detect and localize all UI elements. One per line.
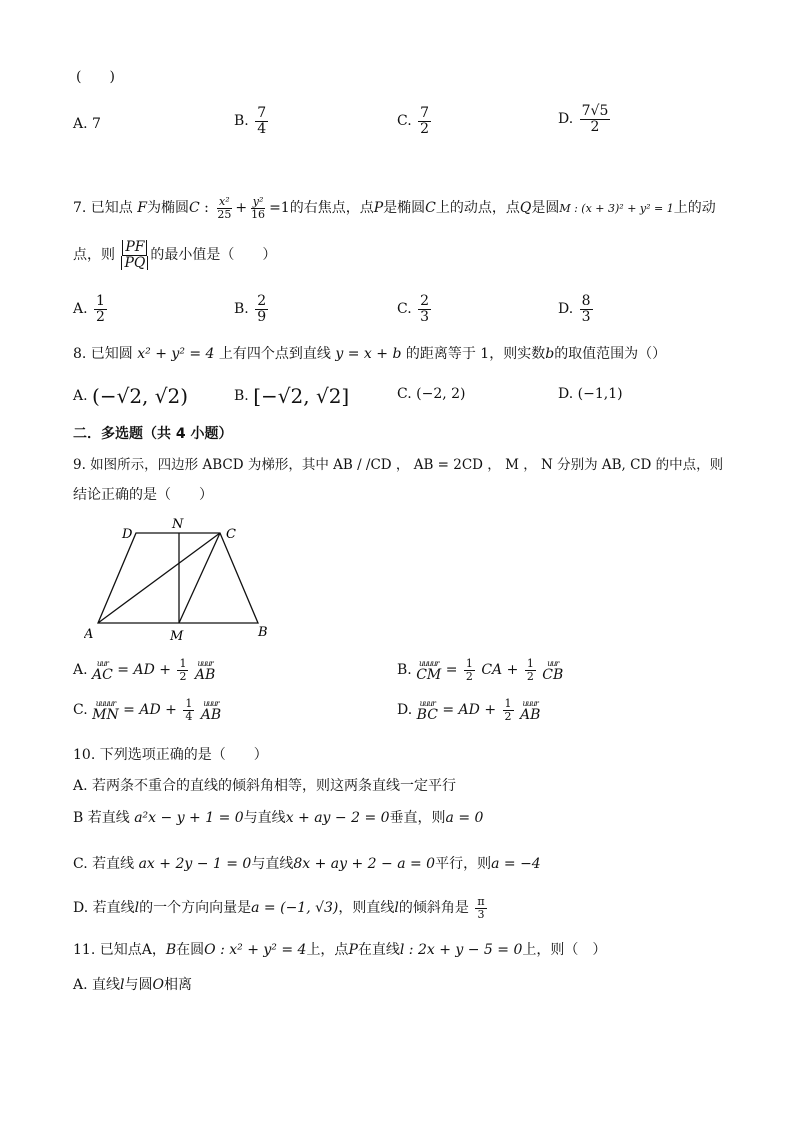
q10-option-a[interactable]: A. 若两条不重合的直线的倾斜角相等，则这两条直线一定平行 — [73, 778, 457, 794]
option-label: C. — [397, 301, 412, 318]
q9-option-b[interactable] — [397, 658, 563, 682]
math-expr: a = (−1, √3) — [251, 900, 339, 917]
segment-mc — [179, 533, 220, 623]
frac-den: 4 — [185, 709, 193, 723]
option-label: D. — [558, 386, 574, 402]
math-var: Q — [519, 200, 532, 217]
text: 是圆 — [531, 200, 560, 217]
text: 的距离等于 1，则实数 — [405, 346, 546, 362]
text: 上有四个点到直线 — [218, 346, 331, 362]
vector-name: MN — [92, 707, 119, 724]
text: 的取值范围为（） — [554, 346, 667, 362]
vector-arrow: uur — [96, 659, 108, 669]
frac-den: 4 — [257, 120, 267, 137]
q9-option-a[interactable] — [73, 658, 215, 682]
q6-option-d[interactable] — [558, 104, 612, 134]
text: A. 直线 — [73, 977, 121, 993]
q9-option-d[interactable] — [397, 698, 540, 722]
option-value: (−2, 2) — [416, 386, 466, 402]
frac-den: 2 — [590, 118, 600, 135]
text: 的右焦点，点 — [289, 200, 374, 217]
q7-option-d[interactable] — [558, 294, 595, 324]
q9-option-c[interactable] — [73, 698, 221, 722]
q8-option-a[interactable] — [73, 384, 188, 408]
math-var: l — [120, 977, 125, 993]
text: =1 — [269, 200, 290, 217]
text: 与直线 — [243, 810, 286, 826]
q10-stem: 10. 下列选项正确的是（ ） — [73, 747, 268, 763]
q7-option-b[interactable] — [234, 294, 270, 324]
math-var: O — [152, 977, 164, 993]
option-value: [−√2, √2] — [253, 384, 350, 408]
label-c: C — [226, 527, 236, 542]
frac-num: 1 — [504, 697, 512, 710]
frac-num: 7 — [257, 105, 267, 121]
frac-num: 1 — [96, 293, 105, 309]
math-expr: CA + — [481, 662, 519, 679]
text: 11. 已知点 — [73, 942, 142, 958]
text: 与圆 — [124, 977, 153, 993]
q11-option-a[interactable] — [73, 975, 192, 995]
frac-num: 1 — [179, 657, 187, 670]
vector-arrow: uuuur — [95, 699, 116, 709]
text: 相离 — [163, 977, 192, 993]
q7-option-c[interactable] — [397, 294, 433, 324]
frac-den: PQ — [121, 256, 148, 271]
q6-option-b[interactable] — [234, 106, 270, 136]
text: 在直线 — [357, 942, 400, 958]
math-expr: a = 0 — [445, 810, 484, 826]
text: 的倾斜角是 — [398, 900, 469, 917]
vector-name: CB — [542, 667, 564, 684]
option-label: C. — [397, 386, 412, 402]
trapezoid-outline — [98, 533, 258, 623]
vector-arrow: uuuur — [419, 659, 439, 669]
q10-option-c[interactable] — [73, 854, 541, 874]
text: 的最小值是（ ） — [150, 247, 277, 264]
label-b: B — [258, 625, 268, 640]
text: 8. 已知圆 — [73, 346, 133, 362]
math-expr: x + ay − 2 = 0 — [285, 810, 390, 826]
q7-option-a[interactable] — [73, 294, 109, 324]
math-expr: y = x + b — [335, 346, 402, 362]
option-label: D. — [558, 111, 574, 128]
frac-den: 2 — [96, 308, 105, 325]
math-var: C — [425, 200, 436, 217]
q8-option-d[interactable] — [558, 386, 623, 402]
frac-den: 3 — [581, 308, 591, 325]
text: 点，则 — [73, 247, 115, 264]
option-label: B. — [397, 662, 412, 679]
math-expr: a = −4 — [491, 856, 541, 872]
frac-den: 2 — [179, 669, 187, 683]
frac-num: 1 — [185, 697, 193, 710]
label-n: N — [172, 517, 184, 532]
vector-arrow: uuur — [419, 699, 435, 709]
text: D. 若直线 — [73, 900, 135, 917]
trapezoid-figure — [84, 512, 284, 642]
math-var: P — [373, 200, 384, 217]
q9-stem-line2: 结论正确的是（ ） — [73, 487, 213, 503]
q6-option-a[interactable] — [73, 116, 101, 132]
vector-arrow: uur — [547, 659, 559, 669]
math-var: F — [137, 200, 147, 217]
text: 的一个方向向量是 — [139, 900, 252, 917]
label-m: M — [170, 629, 184, 642]
frac-num: x² — [219, 195, 230, 208]
text: 7. 已知点 — [73, 200, 133, 217]
frac-num: 8 — [581, 293, 591, 309]
frac-num: y² — [252, 195, 264, 208]
option-label: B. — [234, 301, 249, 318]
math-expr: ax + 2y − 1 = 0 — [138, 856, 252, 872]
option-label: A. — [73, 301, 88, 318]
vector-arrow: uuur — [203, 699, 219, 709]
math-var: b — [545, 346, 555, 362]
math-var: B — [165, 942, 177, 958]
frac-den: 3 — [420, 308, 430, 325]
math-expr: x² + y² = 4 — [137, 346, 215, 362]
vector-name: AB — [194, 667, 216, 684]
math-expr: = AD + — [117, 662, 171, 679]
frac-num: 1 — [465, 657, 473, 670]
text: 在圆 — [176, 942, 205, 958]
text: ， — [151, 942, 166, 958]
vector-name: AB — [200, 707, 222, 724]
math-var: l — [134, 900, 140, 917]
frac-den: 2 — [420, 120, 430, 137]
vector-name: BC — [416, 707, 438, 724]
math-expr: l : 2x + y − 5 = 0 — [399, 942, 523, 958]
q8-option-b[interactable] — [234, 384, 349, 408]
frac-num: 7√5 — [581, 103, 609, 119]
option-value: (−√2, √2) — [92, 384, 189, 408]
text: ，则直线 — [338, 900, 395, 917]
vector-name: AB — [519, 707, 541, 724]
text: + — [235, 200, 248, 217]
frac-den: 9 — [257, 308, 267, 325]
q7-stem-line2 — [73, 240, 276, 270]
option-value: (−1,1) — [577, 386, 623, 402]
frac-den: 2 — [465, 669, 473, 683]
math-expr: a²x − y + 1 = 0 — [134, 810, 244, 826]
math-var: P — [348, 942, 358, 958]
math-var: l — [394, 900, 399, 917]
option-label: B. — [234, 113, 249, 130]
q10-option-b[interactable] — [73, 808, 483, 828]
math-var: C — [188, 200, 200, 217]
frac-den: 2 — [504, 709, 512, 723]
option-label: D. — [397, 702, 413, 719]
q10-option-d[interactable] — [73, 896, 489, 920]
section-heading: 二．多选题（共 4 小题） — [73, 426, 233, 442]
math-expr: = — [445, 662, 458, 679]
frac-num: PF — [122, 240, 147, 256]
vector-name: AC — [92, 667, 113, 684]
text: 与直线 — [251, 856, 294, 872]
frac-den: 2 — [526, 669, 534, 683]
q8-option-c[interactable] — [397, 386, 466, 402]
text: : — [199, 200, 214, 217]
text: C. 若直线 — [73, 856, 135, 872]
frac-num: 1 — [526, 657, 534, 670]
frac-den: 25 — [217, 207, 232, 221]
vector-name: CM — [416, 667, 442, 684]
label-d: D — [122, 527, 133, 542]
frac-den: 16 — [251, 207, 266, 221]
frac-den: 3 — [477, 907, 485, 921]
option-label: A. — [73, 662, 88, 679]
q6-option-c[interactable] — [397, 106, 433, 136]
q7-stem-line1 — [73, 196, 716, 220]
text: 平行，则 — [435, 856, 492, 872]
text: 垂直，则 — [389, 810, 446, 826]
q9-stem-line1: 9. 如图所示，四边形 ABCD 为梯形，其中 AB / /CD ， AB = 2CD ， M ， N 分别为 AB, CD 的中点，则 — [73, 457, 724, 473]
vector-arrow: uuur — [522, 699, 538, 709]
text: 上的动点，点 — [435, 200, 520, 217]
text: 是椭圆 — [383, 200, 426, 217]
q11-stem — [73, 940, 606, 960]
math-expr: 8x + ay + 2 − a = 0 — [293, 856, 436, 872]
math-var: A — [141, 942, 152, 958]
text: 上，则（ ） — [522, 942, 607, 958]
math-expr: O : x² + y² = 4 — [204, 942, 307, 958]
option-label: A. 7 — [73, 116, 101, 132]
option-label: C. — [397, 113, 412, 130]
frac-num: π — [477, 895, 485, 908]
frac-num: 7 — [420, 105, 430, 121]
option-label: B. — [234, 388, 249, 404]
text: 上的动 — [673, 200, 716, 217]
vector-arrow: uuur — [197, 659, 213, 669]
frac-num: 2 — [420, 293, 430, 309]
label-a: A — [84, 627, 94, 642]
option-label: C. — [73, 702, 88, 719]
q6-paren: ( ) — [76, 69, 115, 85]
math-expr: = AD + — [442, 702, 497, 719]
math-expr: M : (x + 3)² + y² = 1 — [559, 202, 674, 216]
q8-stem — [73, 344, 666, 364]
math-expr: = AD + — [123, 702, 177, 719]
text: B 若直线 — [73, 810, 130, 826]
option-label: D. — [558, 301, 574, 318]
text: 为椭圆 — [146, 200, 189, 217]
option-label: A. — [73, 388, 88, 404]
frac-num: 2 — [257, 293, 267, 309]
text: 上，点 — [306, 942, 349, 958]
